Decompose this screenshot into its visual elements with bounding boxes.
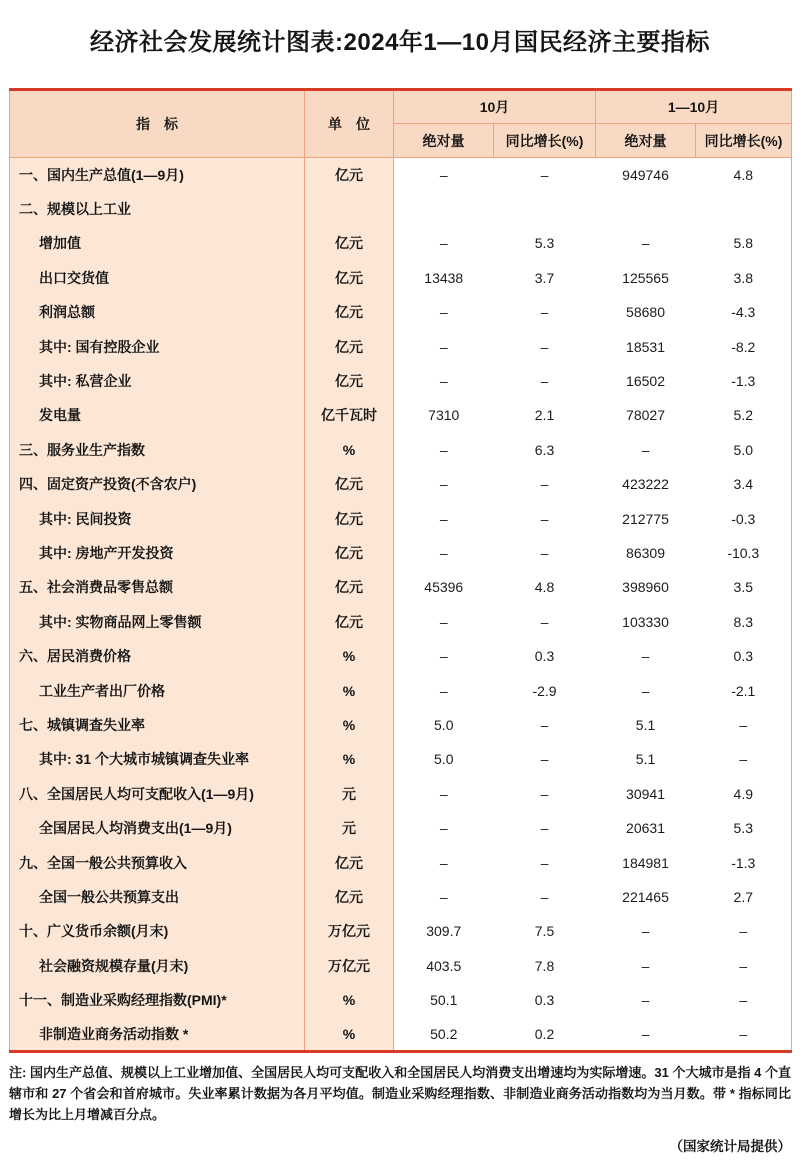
table-row [10,983,792,1017]
table-row [10,845,792,879]
indicator-label: 八、全国居民人均可支配收入(1—9月) [10,777,305,811]
table-row [10,708,792,742]
table-row [10,536,792,570]
cum-yoy-value: 3.8 [696,261,792,295]
oct-yoy-value: – [494,742,596,776]
oct-absolute-value: – [394,501,494,535]
footnote: 注: 国内生产总值、规模以上工业增加值、全国居民人均可支配收入和全国居民人均消费支出增速均为实际增速。31 个大城市是指 4 个直辖市和 27 个省会和首府城市。失业率累计数据为各月平均值。制造业采购经理指数、非制造业商务活动指数均为当月数。带 * 指标同比增长为比上月增减百分点。 [9,1065,791,1123]
cum-yoy-value: – [696,742,792,776]
cum-absolute-value: – [596,673,696,707]
unit-value: 亿元 [305,295,394,329]
oct-absolute-value: 309.7 [394,914,494,948]
cum-yoy-value: -4.3 [696,295,792,329]
table-row [10,914,792,948]
table-row [10,639,792,673]
oct-absolute-value: – [394,433,494,467]
cum-absolute-value: – [596,639,696,673]
unit-value: 亿千瓦时 [305,398,394,432]
oct-absolute-value: – [394,673,494,707]
header-oct-absolute: 绝对量 [394,124,494,158]
oct-absolute-value: 403.5 [394,948,494,982]
header-cum-yoy: 同比增长(%) [696,124,792,158]
indicator-label: 一、国内生产总值(1—9月) [10,158,305,192]
indicator-label: 其中: 实物商品网上零售额 [10,605,305,639]
table-row [10,777,792,811]
cum-yoy-value: 4.9 [696,777,792,811]
unit-value: 亿元 [305,605,394,639]
indicator-label: 利润总额 [10,295,305,329]
cum-absolute-value: – [596,1017,696,1051]
table-row [10,811,792,845]
oct-yoy-value: – [494,501,596,535]
cum-yoy-value: -1.3 [696,845,792,879]
cum-yoy-value: -0.3 [696,501,792,535]
cum-yoy-value: 2.7 [696,880,792,914]
unit-value: % [305,742,394,776]
oct-absolute-value: – [394,467,494,501]
cum-absolute-value: – [596,433,696,467]
indicator-label: 其中: 国有控股企业 [10,329,305,363]
cum-yoy-value: -2.1 [696,673,792,707]
cum-absolute-value: 30941 [596,777,696,811]
oct-absolute-value: – [394,639,494,673]
unit-value: 亿元 [305,501,394,535]
oct-yoy-value: 0.3 [494,639,596,673]
oct-yoy-value: 3.7 [494,261,596,295]
unit-value: % [305,983,394,1017]
unit-value: 亿元 [305,467,394,501]
source-credit: （国家统计局提供） [669,1139,791,1155]
table-row [10,433,792,467]
oct-yoy-value: 7.5 [494,914,596,948]
oct-yoy-value: – [494,467,596,501]
indicator-label: 九、全国一般公共预算收入 [10,845,305,879]
oct-absolute-value: – [394,605,494,639]
table-row [10,948,792,982]
cum-yoy-value: 3.5 [696,570,792,604]
table-row [10,501,792,535]
cum-yoy-value [696,192,792,226]
indicator-label: 十、广义货币余额(月末) [10,914,305,948]
cum-absolute-value: 18531 [596,329,696,363]
oct-absolute-value: – [394,295,494,329]
oct-absolute-value: – [394,364,494,398]
oct-yoy-value: – [494,708,596,742]
cum-absolute-value: – [596,948,696,982]
cum-absolute-value: 949746 [596,158,696,192]
oct-absolute-value: 50.1 [394,983,494,1017]
oct-absolute-value: 5.0 [394,742,494,776]
cum-absolute-value: 16502 [596,364,696,398]
cum-absolute-value: – [596,226,696,260]
cum-yoy-value: 5.0 [696,433,792,467]
oct-absolute-value: – [394,226,494,260]
indicators-table [9,88,792,1053]
unit-value: 亿元 [305,570,394,604]
oct-absolute-value: 5.0 [394,708,494,742]
cum-yoy-value: 0.3 [696,639,792,673]
indicator-label: 七、城镇调查失业率 [10,708,305,742]
cum-absolute-value: 423222 [596,467,696,501]
oct-yoy-value: – [494,295,596,329]
oct-yoy-value: 7.8 [494,948,596,982]
indicator-label: 其中: 房地产开发投资 [10,536,305,570]
indicator-label: 其中: 私营企业 [10,364,305,398]
table-row [10,364,792,398]
table-row [10,673,792,707]
unit-value: % [305,433,394,467]
oct-absolute-value: – [394,845,494,879]
page-title: 经济社会发展统计图表:2024年1—10月国民经济主要指标 [90,29,710,56]
oct-yoy-value [494,192,596,226]
cum-absolute-value: 221465 [596,880,696,914]
oct-absolute-value: – [394,329,494,363]
unit-value: % [305,639,394,673]
unit-value: 万亿元 [305,914,394,948]
oct-yoy-value: – [494,880,596,914]
table-row [10,570,792,604]
header-group-october: 10月 [394,90,596,124]
table-row [10,467,792,501]
cum-absolute-value: 78027 [596,398,696,432]
cum-yoy-value: – [696,708,792,742]
indicator-label: 其中: 31 个大城市城镇调查失业率 [10,742,305,776]
cum-absolute-value: 58680 [596,295,696,329]
oct-yoy-value: – [494,536,596,570]
table-row [10,398,792,432]
unit-value: 亿元 [305,158,394,192]
indicator-label: 全国一般公共预算支出 [10,880,305,914]
cum-absolute-value: 103330 [596,605,696,639]
oct-yoy-value: – [494,605,596,639]
cum-absolute-value [596,192,696,226]
table-row [10,742,792,776]
cum-yoy-value: 5.2 [696,398,792,432]
table-row [10,1017,792,1051]
header-group-row [10,90,792,124]
unit-value: 亿元 [305,364,394,398]
cum-yoy-value: – [696,1017,792,1051]
header-group-jan-oct: 1—10月 [596,90,792,124]
unit-value: 亿元 [305,226,394,260]
cum-absolute-value: 125565 [596,261,696,295]
unit-value: % [305,708,394,742]
oct-yoy-value: – [494,364,596,398]
table-row [10,261,792,295]
indicator-label: 三、服务业生产指数 [10,433,305,467]
table-row [10,605,792,639]
oct-absolute-value: – [394,158,494,192]
table-row [10,192,792,226]
header-indicator: 指 标 [10,90,305,158]
oct-yoy-value: 0.3 [494,983,596,1017]
oct-absolute-value: 13438 [394,261,494,295]
oct-absolute-value: – [394,536,494,570]
oct-yoy-value: – [494,845,596,879]
indicator-label: 其中: 民间投资 [10,501,305,535]
cum-yoy-value: 5.3 [696,811,792,845]
indicator-label: 五、社会消费品零售总额 [10,570,305,604]
cum-absolute-value: 20631 [596,811,696,845]
oct-absolute-value: 45396 [394,570,494,604]
oct-absolute-value: – [394,777,494,811]
cum-yoy-value: – [696,914,792,948]
oct-yoy-value: – [494,329,596,363]
cum-absolute-value: 86309 [596,536,696,570]
oct-yoy-value: -2.9 [494,673,596,707]
indicator-label: 全国居民人均消费支出(1—9月) [10,811,305,845]
indicator-label: 社会融资规模存量(月末) [10,948,305,982]
unit-value: % [305,1017,394,1051]
cum-yoy-value: – [696,983,792,1017]
unit-value: 亿元 [305,536,394,570]
table-row [10,295,792,329]
oct-yoy-value: – [494,777,596,811]
oct-absolute-value: – [394,880,494,914]
unit-value: 亿元 [305,261,394,295]
cum-absolute-value: 5.1 [596,708,696,742]
unit-value: 亿元 [305,329,394,363]
cum-absolute-value: 212775 [596,501,696,535]
indicator-label: 发电量 [10,398,305,432]
table-header [10,90,792,158]
cum-absolute-value: 5.1 [596,742,696,776]
oct-yoy-value: 0.2 [494,1017,596,1051]
indicator-label: 出口交货值 [10,261,305,295]
cum-yoy-value: 5.8 [696,226,792,260]
oct-absolute-value: – [394,811,494,845]
oct-yoy-value: 2.1 [494,398,596,432]
unit-value: 亿元 [305,845,394,879]
indicator-label: 增加值 [10,226,305,260]
unit-value: 元 [305,777,394,811]
unit-value: 万亿元 [305,948,394,982]
header-cum-absolute: 绝对量 [596,124,696,158]
oct-yoy-value: 6.3 [494,433,596,467]
indicator-label: 四、固定资产投资(不含农户) [10,467,305,501]
cum-yoy-value: 3.4 [696,467,792,501]
oct-yoy-value: 5.3 [494,226,596,260]
unit-value: % [305,673,394,707]
table-body [10,158,792,1052]
indicator-label: 工业生产者出厂价格 [10,673,305,707]
oct-yoy-value: – [494,811,596,845]
cum-yoy-value: 4.8 [696,158,792,192]
unit-value: 亿元 [305,880,394,914]
oct-absolute-value: 7310 [394,398,494,432]
table-row [10,226,792,260]
indicator-label: 非制造业商务活动指数 * [10,1017,305,1051]
cum-absolute-value: 184981 [596,845,696,879]
header-oct-yoy: 同比增长(%) [494,124,596,158]
oct-yoy-value: – [494,158,596,192]
cum-absolute-value: – [596,914,696,948]
oct-yoy-value: 4.8 [494,570,596,604]
cum-yoy-value: 8.3 [696,605,792,639]
table-row [10,880,792,914]
cum-yoy-value: -8.2 [696,329,792,363]
indicator-label: 二、规模以上工业 [10,192,305,226]
table-row [10,158,792,192]
unit-value [305,192,394,226]
cum-absolute-value: 398960 [596,570,696,604]
cum-absolute-value: – [596,983,696,1017]
indicator-label: 六、居民消费价格 [10,639,305,673]
header-unit: 单 位 [305,90,394,158]
table-row [10,329,792,363]
unit-value: 元 [305,811,394,845]
oct-absolute-value [394,192,494,226]
oct-absolute-value: 50.2 [394,1017,494,1051]
cum-yoy-value: -1.3 [696,364,792,398]
indicator-label: 十一、制造业采购经理指数(PMI)* [10,983,305,1017]
cum-yoy-value: – [696,948,792,982]
cum-yoy-value: -10.3 [696,536,792,570]
